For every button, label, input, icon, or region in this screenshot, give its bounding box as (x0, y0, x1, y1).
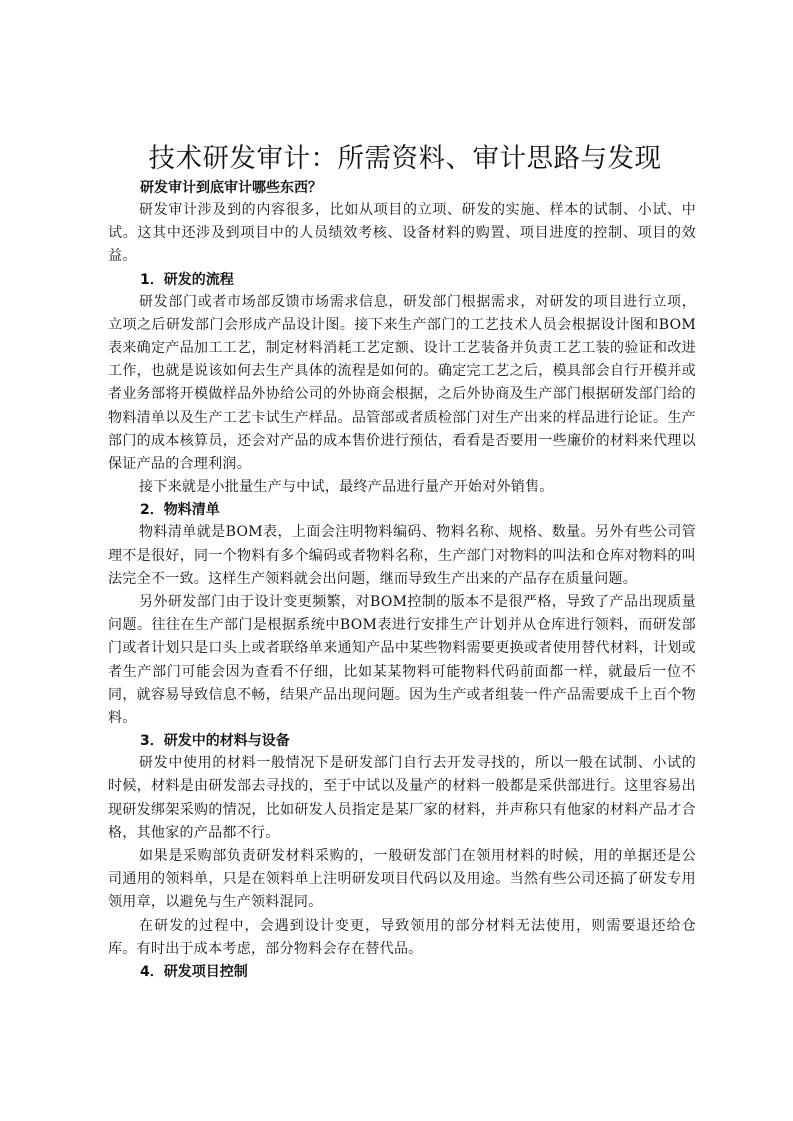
paragraph: 另外研发部门由于设计变更频繁，对BOM控制的版本不是很严格，导致了产品出现质量问题。往往在生产部门是根据系统中BOM表进行安排生产计划并从仓库进行领料，而研发部门或者计划只是口头上或者联络单来通知产品中某些物料需要更换或者使用替代材料，计划或者生产部门可能会因为查看不仔细，比如某某物料可能物料代码前面都一样，就最后一位不同，就容易导致信息不畅，结果产品出现问题。因为生产或者组装一件产品需要成千上百个物料。 (108, 594, 696, 727)
section-heading: 4．研发项目控制 (140, 964, 248, 981)
section-heading: 2．物料清单 (140, 502, 220, 519)
document-subtitle: 研发审计到底审计哪些东西？ (140, 180, 322, 196)
section-bill-of-materials (108, 500, 696, 730)
paragraph: 研发部门或者市场部反馈市场需求信息，研发部门根据需求，对研发的项目进行立项，立项之后研发部门会形成产品设计图。接下来生产部门的工艺技术人员会根据设计图和BOM表来确定产品加工工艺，制定材料消耗工艺定额、设计工艺装备并负责工艺工装的验证和改进工作，也就是说该如何去生产具体的流程是如何的。确定完工艺之后，模具部会自行开模并或者业务部将开模做样品外协给公司的外协商会根据，之后外协商及生产部门根据研发部门给的物料清单以及生产工艺卡试生产样品。品管部或者质检部门对生产出来的样品进行论证。生产部门的成本核算员，还会对产品的成本售价进行预估，看看是否要用一些廉价的材料来代理以保证产品的合理利润。 (108, 293, 696, 473)
paragraph: 研发中使用的材料一般情况下是研发部门自行去开发寻找的，所以一般在试制、小试的时候，材料是由研发部去寻找的，至于中试以及量产的材料一般都是采供部进行。这里容易出现研发绑架采购的情况，比如研发人员指定是某厂家的材料，并声称只有他家的材料产品才合格，其他家的产品都不行。 (108, 755, 696, 841)
paragraph: 接下来就是小批量生产与中试，最终产品进行量产开始对外销售。 (139, 479, 554, 496)
section-project-control (108, 962, 696, 982)
paragraph: 物料清单就是BOM表，上面会注明物料编码、物料名称、规格、数量。另外有些公司管理不是很好，同一个物料有多个编码或者物料名称，生产部门对物料的叫法和仓库对物料的叫法完全不一致。这样生产领料就会出问题，继而导致生产出来的产品存在质量问题。 (108, 524, 696, 587)
section-heading: 1．研发的流程 (140, 271, 234, 288)
intro-paragraph: 研发审计涉及到的内容很多，比如从项目的立项、研发的实施、样本的试制、小试、中试。这其中还涉及到项目中的人员绩效考核、设备材料的购置、项目进度的控制、项目的效益。 (108, 202, 696, 265)
section-materials-and-equipment (108, 731, 696, 961)
document-page (108, 140, 696, 983)
paragraph: 如果是采购部负责研发材料采购的，一般研发部门在领用材料的时候，用的单据还是公司通用的领料单，只是在领料单上注明研发项目代码以及用途。当然有些公司还搞了研发专用领用章，以避免与生产领料混同。 (108, 848, 696, 911)
section-heading: 3．研发中的材料与设备 (140, 733, 290, 750)
document-title: 技术研发审计：所需资料、审计思路与发现 (148, 143, 662, 174)
paragraph: 在研发的过程中，会遇到设计变更，导致领用的部分材料无法使用，则需要退还给仓库。有时出于成本考虑，部分物料会存在替代品。 (108, 917, 696, 957)
section-research-process (108, 270, 696, 500)
